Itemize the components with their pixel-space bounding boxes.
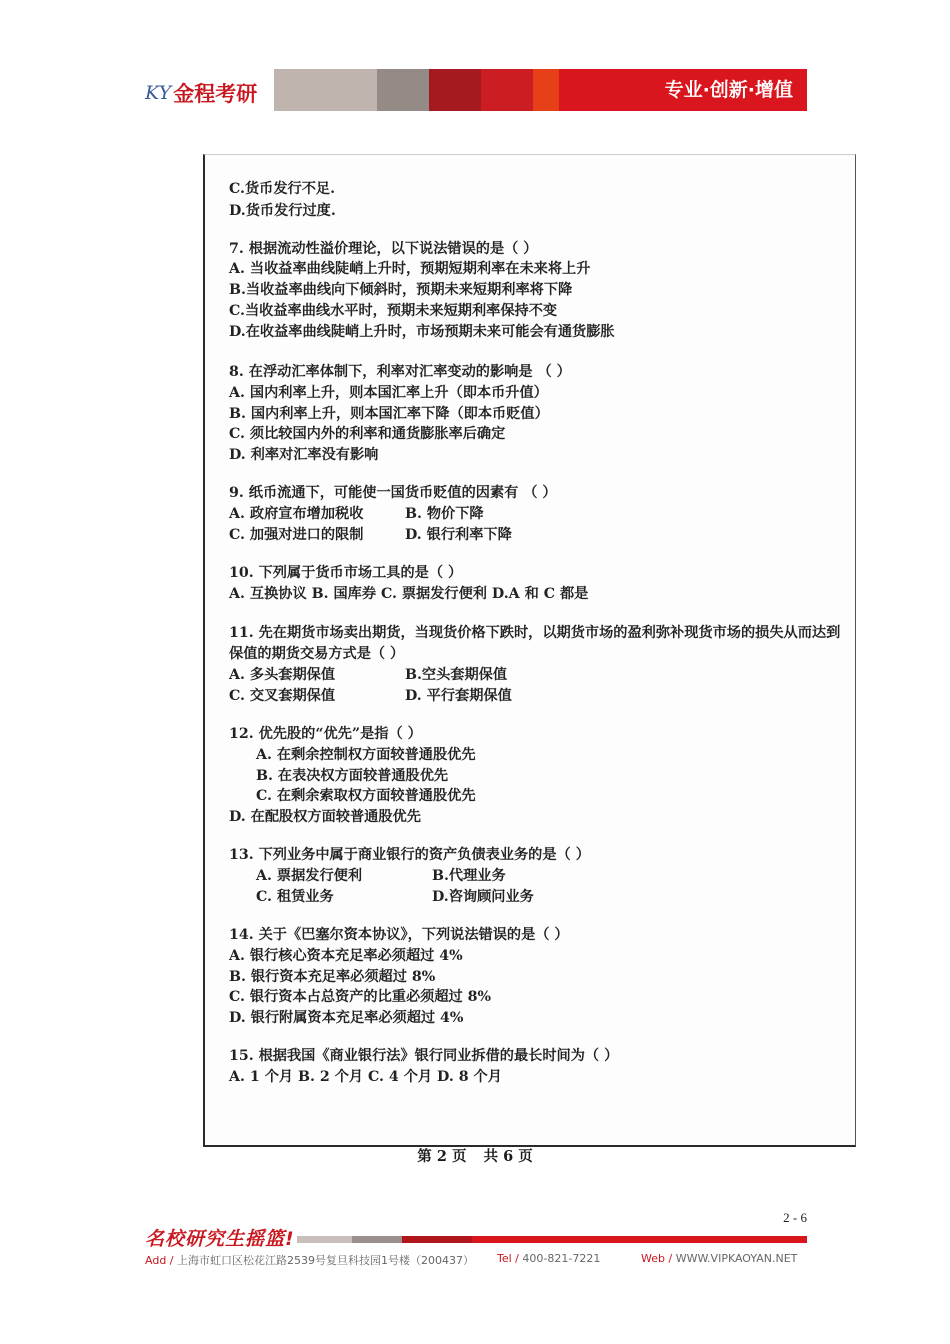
- option-text: A. 政府宣布增加税收: [229, 506, 364, 522]
- question-line: [229, 322, 615, 343]
- brand-logo: [145, 76, 257, 110]
- line-text: 12. 优先股的“优先”是指（ ）: [229, 726, 422, 742]
- footer-slogan: 名校研究生摇篮!: [145, 1228, 295, 1250]
- line-text: 13. 下列业务中属于商业银行的资产负债表业务的是（ ）: [229, 847, 590, 863]
- header-color-band: [274, 69, 807, 111]
- question-line: [229, 967, 435, 988]
- question-line: [229, 525, 512, 546]
- option-text: D.咨询顾问业务: [432, 889, 534, 905]
- line-text: C. 在剩余索取权方面较普通股优先: [256, 788, 476, 804]
- page-number-line: [0, 1145, 950, 1166]
- line-text: C. 须比较国内外的利率和通货膨胀率后确定: [229, 426, 506, 442]
- question-line: [229, 424, 505, 445]
- question-line: [229, 280, 572, 301]
- line-text: A. 1 个月 B. 2 个月 C. 4 个月 D. 8 个月: [229, 1069, 502, 1085]
- line-text: 9. 纸币流通下，可能使一国货币贬值的因素有 （ ）: [229, 485, 557, 501]
- line-text: 10. 下列属于货币市场工具的是（ ）: [229, 565, 463, 581]
- option-text: C. 加强对进口的限制: [229, 527, 364, 543]
- question-line: [229, 259, 590, 280]
- option-text: B. 物价下降: [405, 506, 484, 522]
- web-value[interactable]: WWW.VIPKAOYAN.NET: [675, 1252, 798, 1265]
- footer-color-band: [297, 1236, 807, 1243]
- question-line: [229, 786, 476, 807]
- line-text: C.当收益率曲线水平时，预期未来短期利率保持不变: [229, 303, 558, 319]
- line-text: D. 利率对汇率没有影响: [229, 447, 379, 463]
- question-line: [229, 362, 571, 383]
- option-text: B.代理业务: [432, 868, 506, 884]
- header-slogan: 专业·创新·增值: [664, 79, 793, 101]
- line-text: 11. 先在期货市场卖出期货，当现货价格下跌时，以期货市场的盈利弥补现货市场的损失从而达到: [229, 625, 841, 641]
- question-line: [229, 644, 404, 665]
- question-line: [229, 301, 557, 322]
- line-text: 7. 根据流动性溢价理论，以下说法错误的是（ ）: [229, 241, 538, 257]
- option-text: A. 多头套期保值: [229, 667, 336, 683]
- line-text: 15. 根据我国《商业银行法》银行同业拆借的最长时间为（ ）: [229, 1048, 619, 1064]
- question-line: [229, 1067, 502, 1088]
- line-text: 14. 关于《巴塞尔资本协议》，下列说法错误的是（ ）: [229, 927, 569, 943]
- question-line: [229, 584, 588, 605]
- band-segment: [274, 69, 377, 111]
- question-line: [229, 766, 448, 787]
- line-text: A. 在剩余控制权方面较普通股优先: [256, 747, 476, 763]
- line-text: D. 银行附属资本充足率必须超过 4%: [229, 1010, 464, 1026]
- line-text: A. 银行核心资本充足率必须超过 4%: [229, 948, 463, 964]
- line-text: A. 当收益率曲线陡峭上升时，预期短期利率在未来将上升: [229, 261, 591, 277]
- option-text: D. 平行套期保值: [405, 688, 512, 704]
- option-text: B.空头套期保值: [405, 667, 508, 683]
- line-text: C.货币发行不足.: [229, 181, 336, 197]
- brand-name: 金程考研: [173, 82, 258, 106]
- question-line: [229, 623, 840, 644]
- page-index: 2 - 6: [783, 1210, 807, 1225]
- question-line: [229, 866, 506, 887]
- option-text: D. 银行利率下降: [405, 527, 512, 543]
- line-text: C. 银行资本占总资产的比重必须超过 8%: [229, 989, 492, 1005]
- question-line: [229, 1046, 618, 1067]
- question-line: [229, 563, 462, 584]
- band-segment: [481, 69, 533, 111]
- question-line: [229, 807, 421, 828]
- question-line: [229, 665, 507, 686]
- question-line: [229, 987, 491, 1008]
- question-line: [229, 925, 569, 946]
- web-label: Web /: [641, 1252, 673, 1265]
- tel-label: Tel /: [497, 1252, 519, 1265]
- option-text: A. 票据发行便利: [256, 868, 363, 884]
- line-text: B. 银行资本充足率必须超过 8%: [229, 969, 436, 985]
- tel-value: 400-821-7221: [522, 1252, 601, 1265]
- question-line: [229, 404, 549, 425]
- line-text: B. 国内利率上升，则本国汇率下降（即本币贬值）: [229, 406, 549, 422]
- question-line: [229, 201, 336, 222]
- footer-address: [145, 1252, 474, 1268]
- band-segment: [352, 1236, 402, 1243]
- question-line: [229, 504, 484, 525]
- question-line: [229, 745, 476, 766]
- question-line: [229, 887, 534, 908]
- option-text: C. 租赁业务: [256, 889, 334, 905]
- line-text: 8. 在浮动汇率体制下，利率对汇率变动的影响是 （ ）: [229, 364, 571, 380]
- option-text: C. 交叉套期保值: [229, 688, 336, 704]
- address-value: 上海市虹口区松花江路2539号复旦科技园1号楼（200437）: [177, 1254, 474, 1267]
- logo-mark: KY: [145, 82, 172, 104]
- band-segment: [472, 1236, 807, 1243]
- band-segment: [297, 1236, 352, 1243]
- line-text: D.货币发行过度.: [229, 203, 336, 219]
- line-text: D.在收益率曲线陡峭上升时，市场预期未来可能会有通货膨胀: [229, 324, 615, 340]
- question-line: [229, 724, 422, 745]
- question-line: [229, 239, 537, 260]
- question-line: [229, 445, 378, 466]
- question-line: [229, 483, 557, 504]
- line-text: D. 在配股权方面较普通股优先: [229, 809, 421, 825]
- question-line: [229, 946, 463, 967]
- band-segment: [533, 69, 559, 111]
- question-line: [229, 845, 590, 866]
- total-pages-label: 共 6 页: [483, 1148, 533, 1165]
- question-line: [229, 1008, 463, 1029]
- question-line: [229, 179, 335, 200]
- line-text: 保值的期货交易方式是（ ）: [229, 646, 405, 662]
- page-label: 第 2 页: [417, 1148, 467, 1165]
- address-label: Add /: [145, 1254, 174, 1267]
- line-text: B.当收益率曲线向下倾斜时，预期未来短期利率将下降: [229, 282, 573, 298]
- footer-tel: [497, 1252, 600, 1265]
- band-segment: [402, 1236, 472, 1243]
- line-text: A. 互换协议 B. 国库券 C. 票据发行便利 D.A 和 C 都是: [229, 586, 589, 602]
- question-line: [229, 686, 512, 707]
- question-line: [229, 383, 548, 404]
- band-segment: [377, 69, 429, 111]
- band-segment: [429, 69, 481, 111]
- footer-web[interactable]: [641, 1252, 797, 1265]
- line-text: A. 国内利率上升，则本国汇率上升（即本币升值）: [229, 385, 548, 401]
- line-text: B. 在表决权方面较普通股优先: [256, 768, 449, 784]
